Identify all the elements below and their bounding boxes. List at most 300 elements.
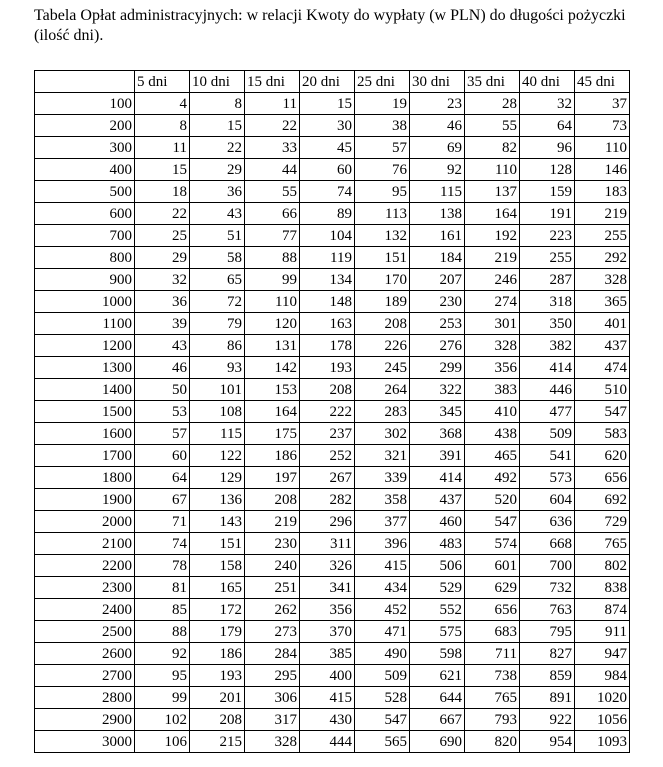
- fee-cell: 240: [245, 555, 300, 577]
- fee-cell: 477: [520, 401, 575, 423]
- table-row: [35, 599, 630, 621]
- fee-cell: 636: [520, 511, 575, 533]
- fee-cell: 350: [520, 313, 575, 335]
- amount-cell: 1200: [35, 335, 135, 357]
- table-row: [35, 621, 630, 643]
- fee-cell: 113: [355, 203, 410, 225]
- fee-cell: 253: [410, 313, 465, 335]
- table-row: [35, 203, 630, 225]
- fee-cell: 414: [410, 467, 465, 489]
- table-row: [35, 489, 630, 511]
- fee-cell: 438: [465, 423, 520, 445]
- table-row: [35, 313, 630, 335]
- fee-cell: 4: [135, 93, 190, 115]
- table-row: [35, 225, 630, 247]
- fee-cell: 208: [355, 313, 410, 335]
- fee-cell: 401: [575, 313, 630, 335]
- fee-cell: 452: [355, 599, 410, 621]
- table-row: [35, 643, 630, 665]
- header-cell: 5 dni: [135, 71, 190, 93]
- fee-cell: 60: [300, 159, 355, 181]
- fee-cell: 53: [135, 401, 190, 423]
- fee-cell: 765: [575, 533, 630, 555]
- fee-cell: 444: [300, 731, 355, 753]
- fee-cell: 668: [520, 533, 575, 555]
- fee-cell: 222: [300, 401, 355, 423]
- fee-cell: 43: [135, 335, 190, 357]
- fee-cell: 299: [410, 357, 465, 379]
- fee-cell: 321: [355, 445, 410, 467]
- fee-cell: 446: [520, 379, 575, 401]
- fee-cell: 601: [465, 555, 520, 577]
- fee-cell: 189: [355, 291, 410, 313]
- fee-cell: 356: [465, 357, 520, 379]
- table-row: [35, 423, 630, 445]
- table-row: [35, 269, 630, 291]
- fee-cell: 29: [135, 247, 190, 269]
- fee-cell: 60: [135, 445, 190, 467]
- fee-cell: 30: [300, 115, 355, 137]
- fee-cell: 683: [465, 621, 520, 643]
- fee-cell: 19: [355, 93, 410, 115]
- fee-cell: 138: [410, 203, 465, 225]
- fee-cell: 28: [465, 93, 520, 115]
- fee-cell: 301: [465, 313, 520, 335]
- amount-cell: 300: [35, 137, 135, 159]
- fee-cell: 382: [520, 335, 575, 357]
- fee-cell: 547: [355, 709, 410, 731]
- fee-cell: 208: [245, 489, 300, 511]
- fee-cell: 215: [190, 731, 245, 753]
- header-cell: 45 dni: [575, 71, 630, 93]
- amount-cell: 2400: [35, 599, 135, 621]
- fee-cell: 95: [135, 665, 190, 687]
- fee-cell: 137: [465, 181, 520, 203]
- fee-cell: 37: [575, 93, 630, 115]
- header-cell: 10 dni: [190, 71, 245, 93]
- fee-cell: 45: [300, 137, 355, 159]
- fee-cell: 79: [190, 313, 245, 335]
- fee-cell: 51: [190, 225, 245, 247]
- fee-cell: 18: [135, 181, 190, 203]
- table-row: [35, 137, 630, 159]
- fee-cell: 763: [520, 599, 575, 621]
- fee-cell: 874: [575, 599, 630, 621]
- fee-cell: 302: [355, 423, 410, 445]
- fee-cell: 529: [410, 577, 465, 599]
- fee-cell: 667: [410, 709, 465, 731]
- fee-cell: 252: [300, 445, 355, 467]
- fee-cell: 629: [465, 577, 520, 599]
- fee-cell: 110: [575, 137, 630, 159]
- fee-cell: 230: [245, 533, 300, 555]
- fee-cell: 296: [300, 511, 355, 533]
- fee-cell: 175: [245, 423, 300, 445]
- fee-cell: 430: [300, 709, 355, 731]
- fee-cell: 251: [245, 577, 300, 599]
- amount-cell: 1600: [35, 423, 135, 445]
- fee-cell: 146: [575, 159, 630, 181]
- fee-cell: 1093: [575, 731, 630, 753]
- fee-cell: 148: [300, 291, 355, 313]
- fee-cell: 55: [245, 181, 300, 203]
- fee-cell: 22: [190, 137, 245, 159]
- fee-cell: 984: [575, 665, 630, 687]
- fee-cell: 765: [465, 687, 520, 709]
- fee-cell: 57: [135, 423, 190, 445]
- fee-cell: 690: [410, 731, 465, 753]
- amount-cell: 1500: [35, 401, 135, 423]
- fee-cell: 23: [410, 93, 465, 115]
- fee-cell: 22: [245, 115, 300, 137]
- fee-cell: 193: [300, 357, 355, 379]
- fee-cell: 574: [465, 533, 520, 555]
- fee-cell: 36: [190, 181, 245, 203]
- fee-cell: 328: [575, 269, 630, 291]
- fee-cell: 391: [410, 445, 465, 467]
- table-row: [35, 357, 630, 379]
- fee-table: [34, 70, 630, 753]
- header-cell: 15 dni: [245, 71, 300, 93]
- fee-cell: 891: [520, 687, 575, 709]
- fee-cell: 947: [575, 643, 630, 665]
- fee-cell: 328: [245, 731, 300, 753]
- amount-cell: 600: [35, 203, 135, 225]
- fee-cell: 64: [135, 467, 190, 489]
- fee-cell: 255: [575, 225, 630, 247]
- fee-cell: 58: [190, 247, 245, 269]
- fee-cell: 88: [245, 247, 300, 269]
- fee-cell: 8: [135, 115, 190, 137]
- fee-cell: 122: [190, 445, 245, 467]
- fee-cell: 573: [520, 467, 575, 489]
- table-row: [35, 401, 630, 423]
- fee-cell: 179: [190, 621, 245, 643]
- table-row: [35, 379, 630, 401]
- amount-cell: 2500: [35, 621, 135, 643]
- fee-cell: 15: [190, 115, 245, 137]
- fee-cell: 33: [245, 137, 300, 159]
- fee-cell: 490: [355, 643, 410, 665]
- fee-cell: 322: [410, 379, 465, 401]
- amount-cell: 1800: [35, 467, 135, 489]
- fee-cell: 15: [135, 159, 190, 181]
- fee-cell: 437: [410, 489, 465, 511]
- table-row: [35, 555, 630, 577]
- fee-cell: 102: [135, 709, 190, 731]
- fee-cell: 108: [190, 401, 245, 423]
- fee-cell: 93: [190, 357, 245, 379]
- fee-cell: 604: [520, 489, 575, 511]
- header-cell: 20 dni: [300, 71, 355, 93]
- fee-cell: 57: [355, 137, 410, 159]
- fee-cell: 341: [300, 577, 355, 599]
- fee-cell: 356: [300, 599, 355, 621]
- fee-cell: 509: [355, 665, 410, 687]
- corner-cell: [35, 71, 135, 93]
- fee-cell: 131: [245, 335, 300, 357]
- header-cell: 40 dni: [520, 71, 575, 93]
- fee-cell: 732: [520, 577, 575, 599]
- fee-cell: 96: [520, 137, 575, 159]
- fee-cell: 541: [520, 445, 575, 467]
- fee-cell: 184: [410, 247, 465, 269]
- fee-cell: 119: [300, 247, 355, 269]
- amount-cell: 400: [35, 159, 135, 181]
- fee-cell: 547: [465, 511, 520, 533]
- fee-cell: 44: [245, 159, 300, 181]
- fee-cell: 128: [520, 159, 575, 181]
- fee-cell: 136: [190, 489, 245, 511]
- fee-cell: 711: [465, 643, 520, 665]
- fee-cell: 159: [520, 181, 575, 203]
- fee-cell: 104: [300, 225, 355, 247]
- fee-cell: 311: [300, 533, 355, 555]
- fee-cell: 165: [190, 577, 245, 599]
- fee-cell: 43: [190, 203, 245, 225]
- fee-cell: 273: [245, 621, 300, 643]
- fee-cell: 345: [410, 401, 465, 423]
- amount-cell: 1300: [35, 357, 135, 379]
- table-row: [35, 291, 630, 313]
- fee-cell: 55: [465, 115, 520, 137]
- fee-cell: 262: [245, 599, 300, 621]
- fee-cell: 81: [135, 577, 190, 599]
- fee-cell: 692: [575, 489, 630, 511]
- fee-cell: 161: [410, 225, 465, 247]
- header-cell: 35 dni: [465, 71, 520, 93]
- fee-cell: 151: [190, 533, 245, 555]
- fee-cell: 223: [520, 225, 575, 247]
- fee-cell: 547: [575, 401, 630, 423]
- fee-cell: 76: [355, 159, 410, 181]
- fee-cell: 142: [245, 357, 300, 379]
- amount-cell: 2900: [35, 709, 135, 731]
- fee-cell: 86: [190, 335, 245, 357]
- fee-cell: 820: [465, 731, 520, 753]
- amount-cell: 1400: [35, 379, 135, 401]
- table-row: [35, 445, 630, 467]
- table-row: [35, 709, 630, 731]
- fee-cell: 287: [520, 269, 575, 291]
- fee-cell: 368: [410, 423, 465, 445]
- fee-cell: 377: [355, 511, 410, 533]
- fee-cell: 69: [410, 137, 465, 159]
- fee-cell: 85: [135, 599, 190, 621]
- fee-cell: 74: [300, 181, 355, 203]
- fee-cell: 219: [245, 511, 300, 533]
- table-row: [35, 93, 630, 115]
- fee-cell: 192: [465, 225, 520, 247]
- fee-cell: 414: [520, 357, 575, 379]
- table-row: [35, 665, 630, 687]
- fee-cell: 95: [355, 181, 410, 203]
- fee-cell: 410: [465, 401, 520, 423]
- amount-cell: 2000: [35, 511, 135, 533]
- fee-cell: 255: [520, 247, 575, 269]
- fee-cell: 460: [410, 511, 465, 533]
- amount-cell: 100: [35, 93, 135, 115]
- fee-cell: 197: [245, 467, 300, 489]
- amount-cell: 1700: [35, 445, 135, 467]
- fee-cell: 510: [575, 379, 630, 401]
- fee-cell: 565: [355, 731, 410, 753]
- fee-cell: 385: [300, 643, 355, 665]
- fee-cell: 129: [190, 467, 245, 489]
- fee-cell: 859: [520, 665, 575, 687]
- fee-cell: 74: [135, 533, 190, 555]
- fee-cell: 317: [245, 709, 300, 731]
- fee-cell: 73: [575, 115, 630, 137]
- fee-cell: 471: [355, 621, 410, 643]
- fee-cell: 92: [410, 159, 465, 181]
- fee-cell: 365: [575, 291, 630, 313]
- fee-cell: 793: [465, 709, 520, 731]
- fee-cell: 29: [190, 159, 245, 181]
- table-row: [35, 159, 630, 181]
- fee-cell: 598: [410, 643, 465, 665]
- fee-cell: 802: [575, 555, 630, 577]
- fee-cell: 492: [465, 467, 520, 489]
- table-row: [35, 577, 630, 599]
- fee-cell: 838: [575, 577, 630, 599]
- fee-cell: 575: [410, 621, 465, 643]
- table-row: [35, 533, 630, 555]
- fee-cell: 88: [135, 621, 190, 643]
- header-cell: 30 dni: [410, 71, 465, 93]
- fee-cell: 50: [135, 379, 190, 401]
- fee-cell: 183: [575, 181, 630, 203]
- fee-cell: 358: [355, 489, 410, 511]
- fee-cell: 274: [465, 291, 520, 313]
- fee-cell: 292: [575, 247, 630, 269]
- fee-cell: 89: [300, 203, 355, 225]
- amount-cell: 1100: [35, 313, 135, 335]
- header-row: [35, 71, 630, 93]
- fee-cell: 78: [135, 555, 190, 577]
- fee-cell: 92: [135, 643, 190, 665]
- fee-cell: 954: [520, 731, 575, 753]
- header-cell: 25 dni: [355, 71, 410, 93]
- fee-cell: 295: [245, 665, 300, 687]
- fee-cell: 230: [410, 291, 465, 313]
- fee-cell: 284: [245, 643, 300, 665]
- fee-cell: 186: [245, 445, 300, 467]
- fee-cell: 193: [190, 665, 245, 687]
- fee-cell: 283: [355, 401, 410, 423]
- fee-cell: 509: [520, 423, 575, 445]
- fee-cell: 77: [245, 225, 300, 247]
- fee-cell: 219: [465, 247, 520, 269]
- amount-cell: 2200: [35, 555, 135, 577]
- fee-cell: 437: [575, 335, 630, 357]
- fee-cell: 32: [520, 93, 575, 115]
- fee-cell: 106: [135, 731, 190, 753]
- fee-cell: 415: [300, 687, 355, 709]
- fee-cell: 25: [135, 225, 190, 247]
- fee-cell: 22: [135, 203, 190, 225]
- fee-cell: 474: [575, 357, 630, 379]
- fee-cell: 656: [575, 467, 630, 489]
- fee-cell: 115: [190, 423, 245, 445]
- fee-cell: 191: [520, 203, 575, 225]
- fee-cell: 71: [135, 511, 190, 533]
- fee-cell: 207: [410, 269, 465, 291]
- table-title: Tabela Opłat administracyjnych: w relacji Kwoty do wypłaty (w PLN) do długości pożyczki (ilość dni).: [34, 7, 626, 44]
- fee-cell: 46: [410, 115, 465, 137]
- fee-cell: 383: [465, 379, 520, 401]
- fee-cell: 99: [245, 269, 300, 291]
- fee-cell: 186: [190, 643, 245, 665]
- fee-cell: 219: [575, 203, 630, 225]
- amount-cell: 800: [35, 247, 135, 269]
- fee-cell: 163: [300, 313, 355, 335]
- table-row: [35, 335, 630, 357]
- amount-cell: 900: [35, 269, 135, 291]
- fee-cell: 326: [300, 555, 355, 577]
- table-row: [35, 181, 630, 203]
- fee-cell: 134: [300, 269, 355, 291]
- fee-cell: 64: [520, 115, 575, 137]
- fee-cell: 583: [575, 423, 630, 445]
- fee-cell: 66: [245, 203, 300, 225]
- fee-cell: 178: [300, 335, 355, 357]
- table-row: [35, 115, 630, 137]
- fee-cell: 67: [135, 489, 190, 511]
- amount-cell: 700: [35, 225, 135, 247]
- fee-cell: 226: [355, 335, 410, 357]
- amount-cell: 1000: [35, 291, 135, 313]
- fee-cell: 172: [190, 599, 245, 621]
- fee-cell: 246: [465, 269, 520, 291]
- table-body: [35, 93, 630, 753]
- fee-cell: 1056: [575, 709, 630, 731]
- amount-cell: 2600: [35, 643, 135, 665]
- amount-cell: 2100: [35, 533, 135, 555]
- fee-cell: 201: [190, 687, 245, 709]
- fee-cell: 115: [410, 181, 465, 203]
- fee-cell: 656: [465, 599, 520, 621]
- fee-cell: 158: [190, 555, 245, 577]
- fee-cell: 370: [300, 621, 355, 643]
- fee-cell: 827: [520, 643, 575, 665]
- fee-cell: 65: [190, 269, 245, 291]
- fee-cell: 164: [465, 203, 520, 225]
- fee-cell: 620: [575, 445, 630, 467]
- fee-cell: 110: [465, 159, 520, 181]
- fee-cell: 306: [245, 687, 300, 709]
- fee-cell: 400: [300, 665, 355, 687]
- fee-cell: 434: [355, 577, 410, 599]
- fee-cell: 245: [355, 357, 410, 379]
- fee-cell: 282: [300, 489, 355, 511]
- table-row: [35, 687, 630, 709]
- fee-cell: 153: [245, 379, 300, 401]
- fee-cell: 120: [245, 313, 300, 335]
- amount-cell: 2700: [35, 665, 135, 687]
- fee-cell: 38: [355, 115, 410, 137]
- fee-cell: 483: [410, 533, 465, 555]
- fee-cell: 922: [520, 709, 575, 731]
- fee-cell: 1020: [575, 687, 630, 709]
- fee-cell: 465: [465, 445, 520, 467]
- fee-cell: 36: [135, 291, 190, 313]
- fee-cell: 32: [135, 269, 190, 291]
- fee-cell: 164: [245, 401, 300, 423]
- amount-cell: 200: [35, 115, 135, 137]
- amount-cell: 500: [35, 181, 135, 203]
- table-row: [35, 511, 630, 533]
